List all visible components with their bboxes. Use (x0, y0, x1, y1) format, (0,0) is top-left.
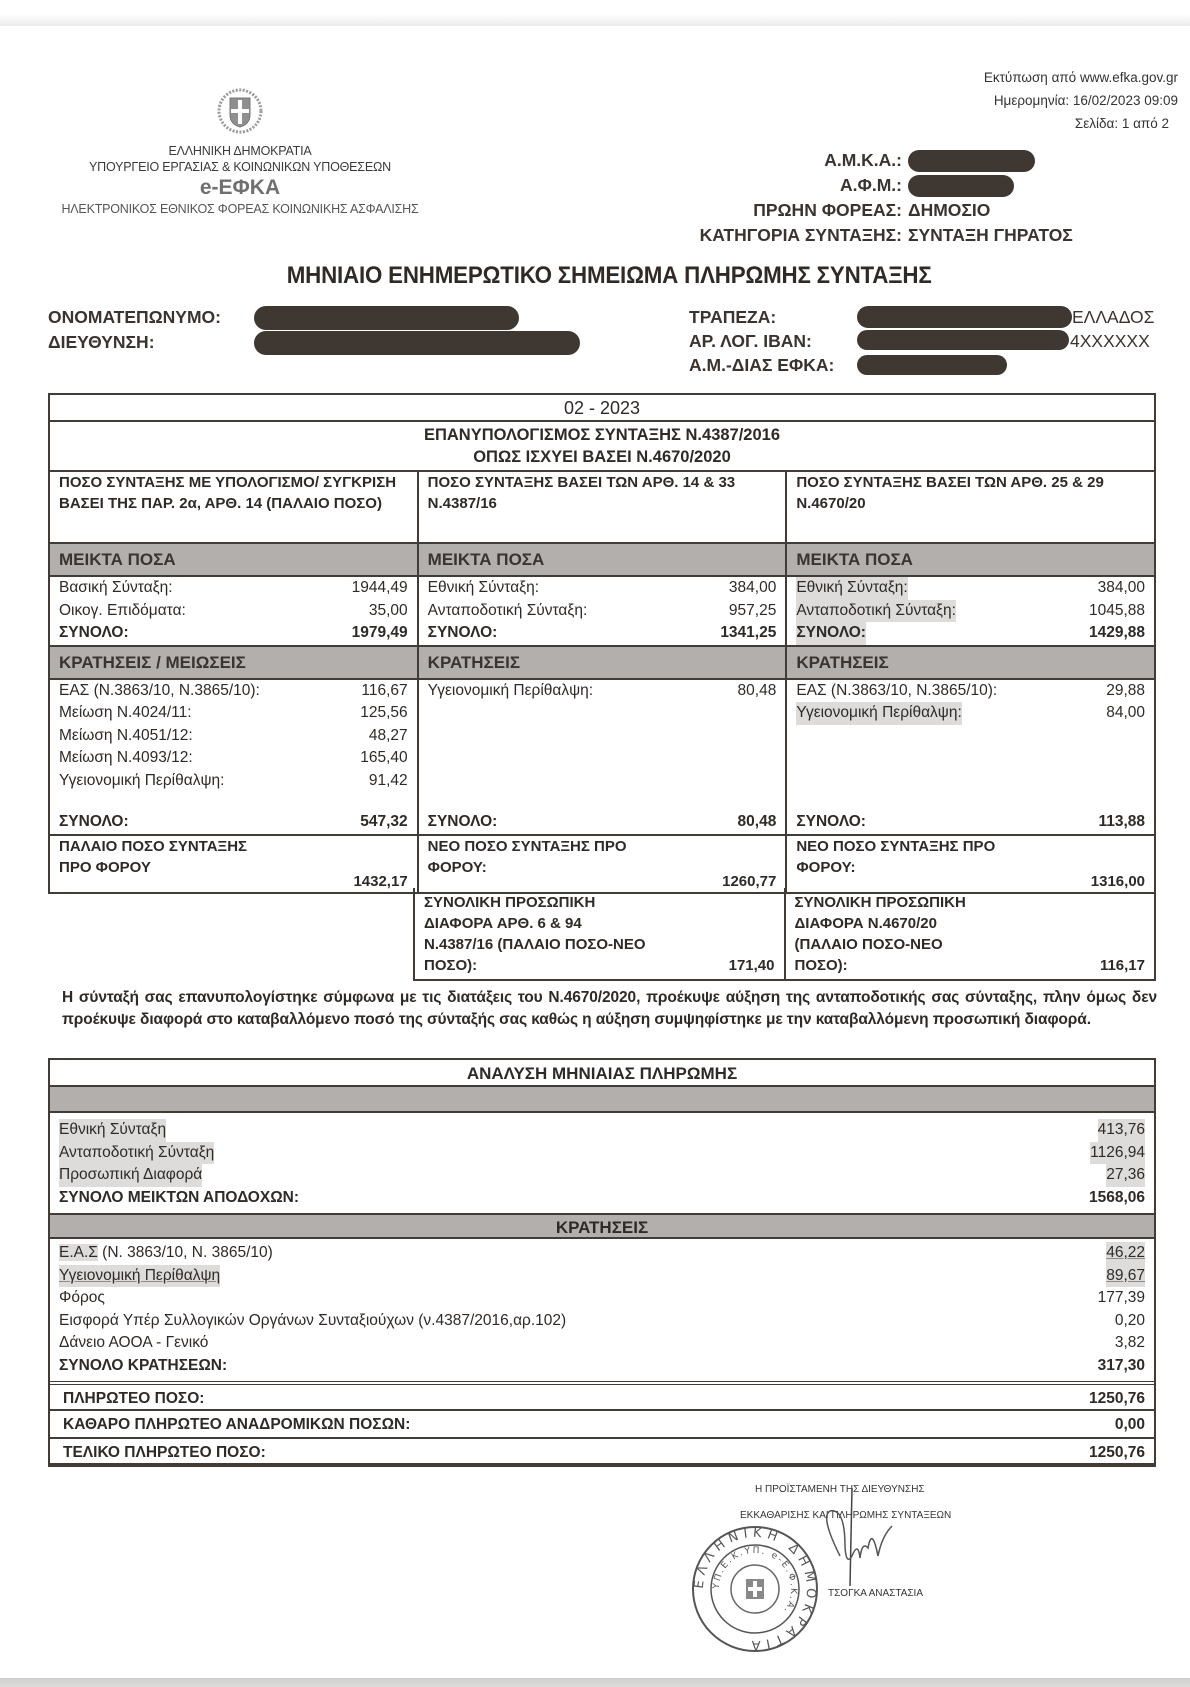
page-indicator: Σελίδα: 1 από 2 (1074, 116, 1169, 131)
line-item (796, 680, 1145, 703)
item-label: Ε.Α.Σ (Ν. 3863/10, Ν. 3865/10) (59, 1244, 273, 1261)
issuer-logo-block (50, 88, 430, 217)
earning-item (59, 1142, 1145, 1165)
total-line (796, 811, 1145, 834)
earnings-section (50, 1113, 1154, 1213)
former-fund-value: ΔΗΜΟΣΙΟ (908, 200, 991, 220)
item-value: 1944,49 (351, 579, 408, 596)
redaction-mark (857, 355, 1007, 375)
afm-label: Α.Φ.Μ.: (840, 175, 902, 195)
deduction-item (59, 1265, 1145, 1288)
iban-value: 4XXXXXX (1070, 330, 1150, 351)
pretax-label: ΠΑΛΑΙΟ ΠΟΣΟ ΣΥΝΤΑΞΗΣ ΠΡΟ ΦΟΡΟΥ (59, 837, 248, 876)
item-label: Μείωση Ν.4051/12: (59, 726, 193, 744)
earning-item (59, 1164, 1145, 1187)
page-top-edge (0, 14, 1190, 26)
item-value: 48,27 (368, 726, 408, 744)
line-item (59, 577, 408, 600)
payable-value: 1250,76 (1088, 1390, 1145, 1407)
line-item (59, 680, 408, 703)
deductions-title: ΚΡΑΤΗΣΕΙΣ / ΜΕΙΩΣΕΙΣ (50, 647, 419, 678)
total-value: 1568,06 (1088, 1188, 1145, 1206)
redaction-mark (857, 306, 1072, 328)
line-item (59, 600, 408, 623)
line-item (428, 680, 777, 703)
diff-label: ΣΥΝΟΛΙΚΗ ΠΡΟΣΩΠΙΚΗ ΔΙΑΦΟΡΑ ΑΡΘ. 6 & 94 Ν.4387/16 (ΠΑΛΑΙΟ ΠΟΣΟ-ΝΕΟ ΠΟΣΟ): (424, 894, 646, 974)
document-title: ΜΗΝΙΑΙΟ ΕΝΗΜΕΡΩΤΙΚΟ ΣΗΜΕΙΩΜΑ ΠΛΗΡΩΜΗΣ ΣΥΝΤΑΞΗΣ (286, 262, 932, 289)
diff-value: 171,40 (728, 957, 775, 974)
signatory-name: ΤΣΟΓΚΑ ΑΝΑΣΤΑΣΙΑ (828, 1588, 923, 1599)
item-label: Εισφορά Υπέρ Συλλογικών Οργάνων Συνταξιούχων (ν.4387/2016,αρ.102) (59, 1311, 567, 1329)
pretax-value: 1260,77 (722, 872, 777, 890)
deductions-title: ΚΡΑΤΗΣΕΙΣ (796, 652, 889, 672)
category-label: ΚΑΤΗΓΟΡΙΑ ΣΥΝΤΑΞΗΣ: (699, 225, 902, 245)
amka-label: Α.Μ.Κ.Α.: (824, 150, 902, 170)
item-label: Ανταποδοτική Σύνταξη (59, 1142, 214, 1165)
item-value: 35,00 (368, 601, 408, 619)
gross-col-4670 (787, 577, 1154, 645)
total-label: ΣΥΝΟΛΟ: (796, 622, 866, 645)
item-value: 125,56 (360, 704, 408, 721)
print-info (984, 66, 1178, 135)
page-bottom-edge (0, 1678, 1190, 1687)
amka-row (660, 148, 1180, 173)
item-value: 91,42 (368, 771, 408, 789)
bank-label: ΤΡΑΠΕΖΑ: (689, 306, 777, 327)
personal-difference-4387 (415, 888, 786, 979)
line-item (59, 747, 408, 770)
period: 02 - 2023 (50, 395, 1154, 422)
line-item (428, 577, 777, 600)
total-label: ΣΥΝΟΛΟ: (796, 813, 866, 830)
deductions-section-header (50, 647, 1154, 680)
item-value: 116,67 (361, 681, 408, 699)
gross-title: ΜΕΙΚΤΑ ΠΟΣΑ (50, 544, 419, 575)
item-label: Φόρος (59, 1289, 105, 1306)
deduction-item (59, 1242, 1145, 1265)
item-label: Υγειονομική Περίθαλψη: (796, 702, 961, 725)
pretax-value: 1316,00 (1090, 872, 1146, 890)
iban-label: ΑΡ. ΛΟΓ. IBAN: (689, 330, 812, 351)
am-row (689, 353, 1154, 377)
deductions-col-4387 (419, 680, 788, 834)
pensioner-ids (660, 148, 1180, 248)
deduction-item (59, 1310, 1145, 1333)
item-label: Μείωση Ν.4093/12: (59, 749, 193, 766)
column-header-4387: ΠΟΣΟ ΣΥΝΤΑΞΗΣ ΒΑΣΕΙ ΤΩΝ ΑΡΘ. 14 & 33 Ν.4387/16 (419, 472, 788, 542)
deduction-item (59, 1332, 1145, 1355)
total-line (428, 811, 777, 834)
address-row (48, 330, 580, 355)
personal-difference-4670 (786, 888, 1155, 979)
deductions-col-old (50, 680, 419, 834)
item-label: Ανταποδοτική Σύνταξη: (796, 600, 956, 623)
total-label: ΣΥΝΟΛΟ: (59, 813, 129, 830)
stamp-inner-text: ΥΠ.Ε.Κ.ΥΠ. e-Ε.Φ.Κ.Α. (711, 1545, 799, 1617)
retro-row (50, 1409, 1154, 1437)
line-item (59, 725, 408, 748)
diff-label: ΣΥΝΟΛΙΚΗ ΠΡΟΣΩΠΙΚΗ ΔΙΑΦΟΡΑ Ν.4670/20 (ΠΑΛΑΙΟ ΠΟΣΟ-ΝΕΟ ΠΟΣΟ): (794, 894, 966, 974)
item-label: Βασική Σύνταξη: (59, 579, 173, 596)
pretax-section (50, 836, 1154, 892)
line-item (796, 577, 1145, 600)
item-label: Δάνειο ΑΟΟΑ - Γενικό (59, 1334, 209, 1351)
item-value: 384,00 (728, 579, 777, 596)
org-line-3: ΗΛΕΚΤΡΟΝΙΚΟΣ ΕΘΝΙΚΟΣ ΦΟΡΕΑΣ ΚΟΙΝΩΝΙΚΗΣ ΑΣΦΑΛΙΣΗΣ (61, 202, 419, 216)
column-header-4670: ΠΟΣΟ ΣΥΝΤΑΞΗΣ ΒΑΣΕΙ ΤΩΝ ΑΡΘ. 25 & 29 Ν.4670/20 (796, 474, 1104, 512)
line-item (59, 770, 408, 793)
line-item (796, 702, 1145, 725)
item-label: Υγειονομική Περίθαλψη: (59, 771, 225, 789)
gross-col-4387 (419, 577, 788, 645)
pretax-4387 (419, 836, 788, 892)
category-value: ΣΥΝΤΑΞΗ ΓΗΡΑΤΟΣ (908, 225, 1073, 245)
total-label: ΣΥΝΟΛΟ: (427, 813, 498, 830)
line-item (796, 600, 1145, 623)
total-line (428, 622, 777, 645)
item-label: Εθνική Σύνταξη: (796, 577, 907, 600)
line-item (428, 600, 777, 623)
total-line (59, 622, 408, 645)
item-label: ΕΑΣ (Ν.3863/10, Ν.3865/10): (796, 681, 998, 699)
final-label: ΤΕΛΙΚΟ ΠΛΗΡΩΤΕΟ ΠΟΣΟ: (63, 1444, 266, 1461)
signatory-title-2: ΕΚΚΑΘΑΡΙΣΗΣ ΚΑΙ ΠΛΗΡΩΜΗΣ ΣΥΝΤΑΞΕΩΝ (740, 1510, 952, 1521)
recalc-heading-line1: ΕΠΑΝΥΠΟΛΟΓΙΣΜΟΣ ΣΥΝΤΑΞΗΣ Ν.4387/2016 (423, 426, 781, 444)
item-value: 1045,88 (1088, 601, 1146, 619)
item-value: 177,39 (1097, 1289, 1145, 1306)
item-value: 46,22 (1106, 1242, 1145, 1265)
former-fund-label: ΠΡΩΗΝ ΦΟΡΕΑΣ: (753, 200, 902, 220)
item-value: 1126,94 (1090, 1142, 1145, 1165)
redaction-mark (254, 306, 519, 330)
item-value: 89,67 (1106, 1265, 1145, 1288)
total-value: 113,88 (1098, 813, 1146, 830)
redaction-mark (908, 150, 1035, 172)
personal-difference-row (413, 888, 1156, 981)
total-value: 1429,88 (1088, 624, 1146, 641)
iban-row (689, 329, 1154, 353)
total-value: 1979,49 (351, 624, 408, 641)
item-label: Υγειονομική Περίθαλψη (59, 1265, 220, 1288)
pretax-old (50, 836, 419, 892)
item-label: Ανταποδοτική Σύνταξη: (427, 601, 588, 619)
org-line-2: ΥΠΟΥΡΓΕΙΟ ΕΡΓΑΣΙΑΣ & ΚΟΙΝΩΝΙΚΩΝ ΥΠΟΘΕΣΕΩΝ (89, 160, 391, 174)
item-label: Υγειονομική Περίθαλψη: (427, 681, 594, 699)
analysis-gray-band (50, 1087, 1154, 1113)
column-headers (50, 472, 1154, 544)
item-label: Εθνική Σύνταξη (59, 1119, 166, 1142)
deductions-title: ΚΡΑΤΗΣΕΙΣ (419, 647, 788, 678)
address-label: ΔΙΕΥΘΥΝΣΗ: (48, 332, 155, 352)
final-value: 1250,76 (1088, 1444, 1145, 1461)
total-value: 1341,25 (720, 624, 777, 641)
deductions-title: ΚΡΑΤΗΣΕΙΣ (50, 1213, 1154, 1239)
payable-row (50, 1381, 1154, 1409)
item-value: 0,20 (1114, 1311, 1145, 1329)
handwritten-signature-icon (800, 1486, 910, 1596)
pretax-value: 1432,17 (353, 872, 408, 890)
item-value: 84,00 (1106, 704, 1146, 721)
deduction-item (59, 1287, 1145, 1310)
total-line (59, 811, 408, 834)
category-row (660, 223, 1180, 248)
total-label: ΣΥΝΟΛΟ: (59, 624, 129, 641)
pretax-4670 (787, 836, 1154, 892)
item-value: 384,00 (1097, 579, 1146, 596)
diff-value: 116,17 (1099, 957, 1145, 974)
item-value: 3,82 (1114, 1334, 1145, 1351)
final-row (50, 1437, 1154, 1465)
bank-info (689, 305, 1154, 377)
pretax-label: ΝΕΟ ΠΟΣΟ ΣΥΝΤΑΞΗΣ ΠΡΟ ΦΟΡΟΥ: (427, 837, 627, 876)
total-label: ΣΥΝΟΛΟ: (427, 624, 498, 641)
recalculation-table (48, 393, 1156, 894)
deductions-section (50, 1239, 1154, 1381)
total-value: 80,48 (737, 813, 777, 830)
column-header-old: ΠΟΣΟ ΣΥΝΤΑΞΗΣ ΜΕ ΥΠΟΛΟΓΙΣΜΟ/ ΣΥΓΚΡΙΣΗ ΒΑΣΕΙ ΤΗΣ ΠΑΡ. 2α, ΑΡΘ. 14 (ΠΑΛΑΙΟ ΠΟΣΟ) (50, 472, 419, 542)
recalc-heading (50, 422, 1154, 472)
item-label: Εθνική Σύνταξη: (427, 579, 540, 596)
earning-item (59, 1119, 1145, 1142)
print-date: Ημερομηνία: 16/02/2023 09:09 (993, 93, 1178, 108)
deductions-col-4670 (787, 680, 1154, 834)
greek-coat-of-arms-icon (217, 88, 263, 134)
item-value: 413,76 (1098, 1119, 1145, 1142)
signatory-title-1: Η ΠΡΟΪΣΤΑΜΕΝΗ ΤΗΣ ΔΙΕΥΘΥΝΣΗΣ (755, 1484, 925, 1495)
item-label: Οικογ. Επιδόματα: (59, 601, 186, 619)
item-value: 29,88 (1106, 681, 1146, 699)
gross-title: ΜΕΙΚΤΑ ΠΟΣΑ (419, 544, 788, 575)
gross-section (50, 577, 1154, 647)
item-value: 80,48 (737, 681, 777, 699)
afm-row (660, 173, 1180, 198)
total-label: ΣΥΝΟΛΟ ΚΡΑΤΗΣΕΩΝ: (59, 1356, 228, 1374)
bank-value: ΕΛΛΑΔΟΣ (1072, 306, 1155, 327)
former-fund-row (660, 198, 1180, 223)
retro-value: 0,00 (1114, 1416, 1145, 1433)
item-label: Προσωπική Διαφορά (59, 1164, 202, 1187)
total-value: 317,30 (1097, 1356, 1145, 1374)
item-value: 165,40 (360, 749, 408, 766)
item-value: 957,25 (728, 601, 777, 619)
deductions-total (59, 1355, 1145, 1378)
total-value: 547,32 (360, 813, 408, 830)
earnings-total (59, 1187, 1145, 1210)
org-line-1: ΕΛΛΗΝΙΚΗ ΔΗΜΟΚΡΑΤΙΑ (168, 144, 312, 158)
gross-col-old (50, 577, 419, 645)
stamp-outer-text: ΕΛΛΗΝΙΚΗ ΔΗΜΟΚΡΑΤΙΑ (691, 1525, 819, 1653)
name-row (48, 305, 580, 330)
recalc-heading-line2: ΟΠΩΣ ΙΣΧΥΕΙ ΒΑΣΕΙ Ν.4670/2020 (473, 448, 731, 466)
redaction-mark (857, 330, 1069, 350)
item-value: 27,36 (1106, 1164, 1145, 1187)
name-label: ΟΝΟΜΑΤΕΠΩΝΥΜΟ: (48, 307, 221, 327)
person-info (48, 305, 580, 355)
gross-title: ΜΕΙΚΤΑ ΠΟΣΑ (796, 550, 913, 569)
recalculation-note: Η σύνταξή σας επανυπολογίστηκε σύμφωνα με τις διατάξεις του Ν.4670/2020, προέκυψε αύξηση της ανταποδοτικής σας σύνταξης, πλην όμως δεν προέκυψε διαφορά στο καταβαλλόμενο ποσό της σύνταξής σας καθώς η αύξηση συμψηφίστηκε με την καταβαλλόμενη προσωπική διαφορά. (62, 989, 1157, 1028)
total-label: ΣΥΝΟΛΟ ΜΕΙΚΤΩΝ ΑΠΟΔΟΧΩΝ: (59, 1188, 299, 1206)
payable-label: ΠΛΗΡΩΤΕΟ ΠΟΣΟ: (63, 1390, 205, 1407)
item-label: Μείωση Ν.4024/11: (59, 704, 192, 721)
print-source: Εκτύπωση από www.efka.gov.gr (983, 70, 1178, 85)
line-item (59, 702, 408, 725)
pretax-label: ΝΕΟ ΠΟΣΟ ΣΥΝΤΑΞΗΣ ΠΡΟ ΦΟΡΟΥ: (796, 837, 996, 876)
gross-section-header (50, 544, 1154, 577)
am-label: Α.Μ.-ΔΙΑΣ ΕΦΚΑ: (689, 354, 835, 375)
analysis-title: ΑΝΑΛΥΣΗ ΜΗΝΙΑΙΑΣ ΠΛΗΡΩΜΗΣ (50, 1060, 1154, 1087)
retro-label: ΚΑΘΑΡΟ ΠΛΗΡΩΤΕΟ ΑΝΑΔΡΟΜΙΚΩΝ ΠΟΣΩΝ: (63, 1416, 411, 1433)
monthly-payment-analysis (48, 1058, 1156, 1467)
bank-row (689, 305, 1154, 329)
total-line (796, 622, 1145, 645)
redaction-mark (908, 175, 1014, 197)
deductions-section (50, 680, 1154, 836)
item-label: ΕΑΣ (Ν.3863/10, Ν.3865/10): (59, 681, 260, 699)
brand-name: e-ΕΦΚΑ (199, 176, 281, 199)
redaction-mark (254, 331, 580, 355)
